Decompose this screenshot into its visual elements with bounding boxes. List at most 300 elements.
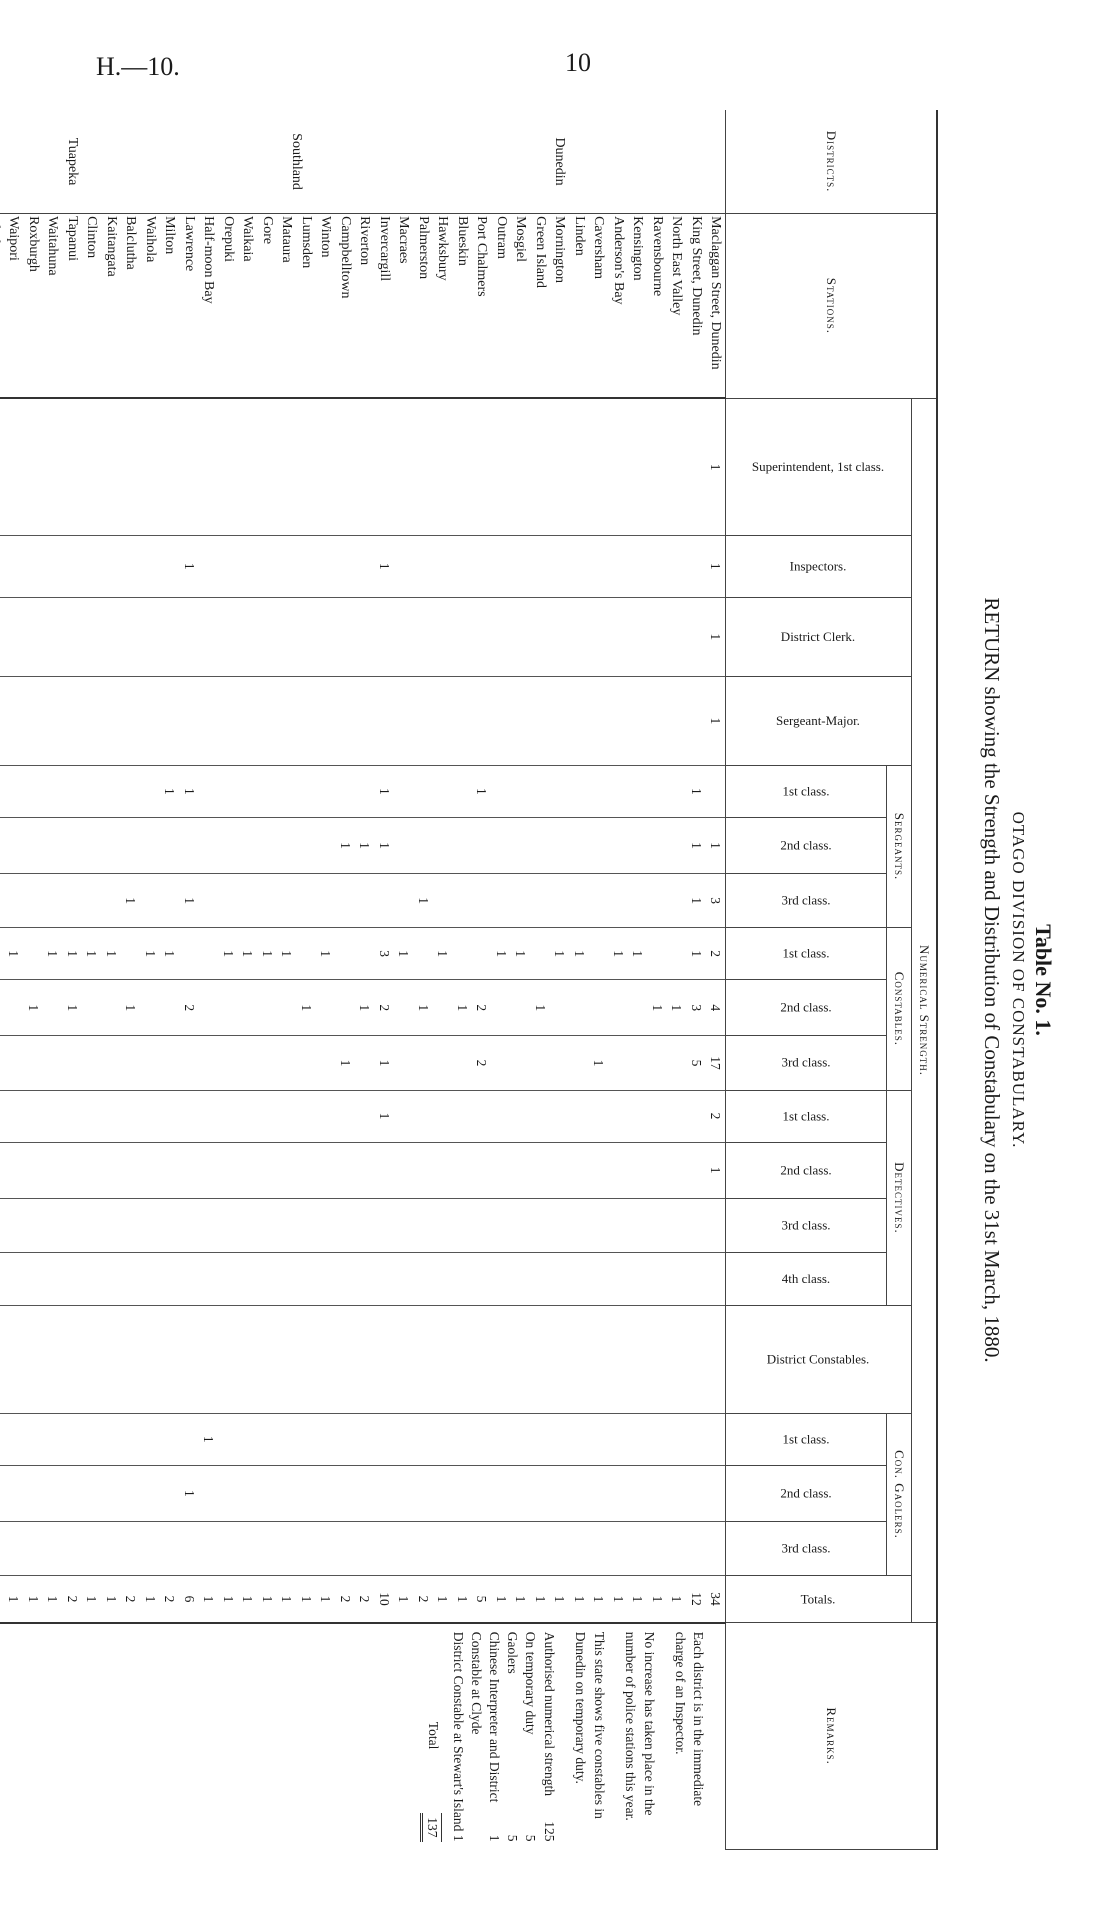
count-cell: [82, 1252, 102, 1305]
count-cell: [355, 1413, 375, 1465]
count-cell: [355, 1252, 375, 1305]
count-cell: [160, 1252, 180, 1305]
count-cell: [589, 980, 609, 1036]
count-cell: [355, 1090, 375, 1142]
count-cell: 1: [160, 765, 180, 817]
count-cell: 1: [647, 980, 667, 1036]
breakdown-value: 5: [505, 1834, 521, 1842]
count-cell: [472, 535, 492, 597]
count-cell: 2: [706, 928, 726, 980]
count-cell: [199, 535, 219, 597]
count-cell: [4, 535, 24, 597]
count-cell: [199, 1036, 219, 1090]
count-cell: [257, 874, 277, 928]
gaolers-group: Con. Gaolers.: [887, 1413, 912, 1575]
total-cell: 1: [140, 1576, 160, 1623]
col-superintendent: Superintendent, 1st class.: [752, 458, 885, 474]
station-name: Macraes: [394, 214, 414, 399]
count-cell: [179, 928, 199, 980]
count-cell: [160, 597, 180, 676]
table-row: [667, 110, 687, 1850]
count-cell: [628, 980, 648, 1036]
count-cell: [550, 1413, 570, 1465]
table-row: [452, 110, 472, 1850]
count-cell: [413, 765, 433, 817]
count-cell: [277, 597, 297, 676]
count-cell: 1: [335, 817, 355, 873]
count-cell: [121, 1198, 141, 1252]
count-cell: [296, 928, 316, 980]
count-cell: 1: [589, 1036, 609, 1090]
count-cell: [43, 398, 63, 535]
count-cell: [140, 1413, 160, 1465]
count-cell: [43, 1306, 63, 1414]
station-name: Gore: [257, 214, 277, 399]
count-cell: 1: [413, 980, 433, 1036]
count-cell: [335, 980, 355, 1036]
count-cell: [121, 765, 141, 817]
count-cell: [218, 1306, 238, 1414]
count-cell: [647, 1413, 667, 1465]
count-cell: [433, 1090, 453, 1142]
count-cell: [569, 1036, 589, 1090]
count-cell: [23, 676, 43, 765]
count-cell: [511, 1465, 531, 1521]
count-cell: [335, 765, 355, 817]
count-cell: [43, 676, 63, 765]
count-cell: 1: [160, 928, 180, 980]
count-cell: [491, 597, 511, 676]
count-cell: [569, 980, 589, 1036]
count-cell: [218, 1142, 238, 1198]
count-cell: [179, 817, 199, 873]
breakdown-item: [467, 1632, 503, 1842]
count-cell: 1: [628, 928, 648, 980]
count-cell: [199, 765, 219, 817]
count-cell: 2: [472, 1036, 492, 1090]
count-cell: 1: [140, 928, 160, 980]
station-name: Riverton: [355, 214, 375, 399]
count-cell: [277, 1036, 297, 1090]
count-cell: [550, 398, 570, 535]
count-cell: [491, 765, 511, 817]
count-cell: [452, 1465, 472, 1521]
count-cell: [667, 1252, 687, 1305]
count-cell: [296, 874, 316, 928]
count-cell: [511, 874, 531, 928]
count-cell: [23, 535, 43, 597]
count-cell: [667, 928, 687, 980]
count-cell: [667, 1198, 687, 1252]
count-cell: [277, 1522, 297, 1576]
count-cell: [452, 398, 472, 535]
count-cell: [62, 597, 82, 676]
count-cell: [608, 980, 628, 1036]
count-cell: [706, 1465, 726, 1521]
station-name: Linden: [569, 214, 589, 399]
count-cell: [667, 1306, 687, 1414]
table-row: [277, 110, 297, 1850]
total-cell: 1: [277, 1576, 297, 1623]
count-cell: [23, 817, 43, 873]
count-cell: [199, 676, 219, 765]
count-cell: [101, 980, 121, 1036]
count-cell: [160, 1036, 180, 1090]
count-cell: [43, 980, 63, 1036]
count-cell: [277, 1306, 297, 1414]
count-cell: 1: [4, 928, 24, 980]
count-cell: [179, 676, 199, 765]
grand-total: [420, 1632, 442, 1842]
total-cell: 12: [686, 1576, 706, 1623]
count-cell: [23, 1413, 43, 1465]
count-cell: [589, 535, 609, 597]
count-cell: [647, 1036, 667, 1090]
count-cell: [4, 980, 24, 1036]
station-name: North East Valley: [667, 214, 687, 399]
count-cell: [413, 535, 433, 597]
count-cell: [179, 1036, 199, 1090]
count-cell: 1: [374, 817, 394, 873]
count-cell: 5: [686, 1036, 706, 1090]
count-cell: [589, 597, 609, 676]
count-cell: [82, 1522, 102, 1576]
total-cell: 1: [589, 1576, 609, 1623]
count-cell: 1: [316, 928, 336, 980]
count-cell: [238, 1198, 258, 1252]
count-cell: [706, 1198, 726, 1252]
count-cell: [62, 765, 82, 817]
count-cell: [433, 398, 453, 535]
count-cell: 17: [706, 1036, 726, 1090]
count-cell: [238, 535, 258, 597]
count-cell: [4, 1522, 24, 1576]
count-cell: [0, 817, 4, 873]
count-cell: [569, 1413, 589, 1465]
count-cell: [218, 597, 238, 676]
count-cell: 1: [179, 765, 199, 817]
count-cell: [491, 1142, 511, 1198]
count-cell: [43, 1142, 63, 1198]
count-cell: [433, 817, 453, 873]
count-cell: [452, 1522, 472, 1576]
count-cell: [62, 1252, 82, 1305]
count-cell: [433, 1142, 453, 1198]
count-cell: [296, 1522, 316, 1576]
division-title: OTAGO DIVISION OF CONSTABULARY.: [1009, 811, 1028, 1149]
count-cell: [667, 1142, 687, 1198]
count-cell: [179, 1306, 199, 1414]
count-cell: [491, 1198, 511, 1252]
count-cell: [569, 1252, 589, 1305]
count-cell: [218, 1252, 238, 1305]
count-cell: [121, 817, 141, 873]
count-cell: [140, 874, 160, 928]
station-name: Winton: [316, 214, 336, 399]
count-cell: [452, 1198, 472, 1252]
count-cell: [550, 1198, 570, 1252]
count-cell: [160, 1198, 180, 1252]
table-row: [140, 110, 160, 1850]
count-cell: [647, 1090, 667, 1142]
count-cell: [530, 1252, 550, 1305]
station-name: Palmerston: [413, 214, 433, 399]
count-cell: [511, 676, 531, 765]
total-cell: 1: [101, 1576, 121, 1623]
station-name: Ravensbourne: [647, 214, 667, 399]
count-cell: [355, 597, 375, 676]
count-cell: [452, 1252, 472, 1305]
count-cell: [257, 1198, 277, 1252]
remark-districts: Each district is in the immediate charge of an Inspector.: [673, 1631, 707, 1807]
count-cell: [608, 1465, 628, 1521]
count-cell: [667, 398, 687, 535]
count-cell: [374, 398, 394, 535]
count-cell: 1: [179, 535, 199, 597]
count-cell: [569, 1198, 589, 1252]
col-con-3rd: 3rd class.: [781, 1054, 831, 1070]
count-cell: [140, 597, 160, 676]
count-cell: [160, 1413, 180, 1465]
count-cell: [199, 597, 219, 676]
col-inspectors: Inspectors.: [790, 558, 847, 574]
count-cell: [706, 1522, 726, 1576]
count-cell: [511, 1142, 531, 1198]
count-cell: [355, 1036, 375, 1090]
count-cell: [433, 1306, 453, 1414]
count-cell: 1: [706, 535, 726, 597]
table-row: [82, 110, 102, 1850]
remarks-header: Remarks.: [726, 1623, 938, 1850]
count-cell: [608, 676, 628, 765]
count-cell: [43, 1522, 63, 1576]
count-cell: 1: [686, 765, 706, 817]
total-cell: 1: [296, 1576, 316, 1623]
count-cell: [491, 980, 511, 1036]
table-row: [238, 110, 258, 1850]
count-cell: [472, 1413, 492, 1465]
count-cell: 1: [82, 928, 102, 980]
station-name: Roxburgh: [23, 214, 43, 399]
station-name: Campbelltown: [335, 214, 355, 399]
count-cell: [569, 1465, 589, 1521]
count-cell: [335, 874, 355, 928]
count-cell: [121, 1413, 141, 1465]
count-cell: [335, 1090, 355, 1142]
table-row: [511, 110, 531, 1850]
count-cell: [647, 1198, 667, 1252]
count-cell: 1: [550, 928, 570, 980]
count-cell: [62, 1465, 82, 1521]
count-cell: [218, 765, 238, 817]
count-cell: [628, 535, 648, 597]
count-cell: [511, 597, 531, 676]
count-cell: [491, 1413, 511, 1465]
count-cell: [374, 1142, 394, 1198]
count-cell: [238, 1413, 258, 1465]
count-cell: 3: [374, 928, 394, 980]
total-cell: 1: [316, 1576, 336, 1623]
count-cell: [82, 874, 102, 928]
count-cell: [218, 1198, 238, 1252]
count-cell: 1: [452, 980, 472, 1036]
count-cell: [43, 535, 63, 597]
count-cell: 1: [121, 980, 141, 1036]
total-cell: 1: [628, 1576, 648, 1623]
count-cell: [296, 535, 316, 597]
count-cell: [608, 874, 628, 928]
count-cell: [491, 1306, 511, 1414]
count-cell: [199, 1465, 219, 1521]
count-cell: [413, 817, 433, 873]
count-cell: [530, 535, 550, 597]
count-cell: 1: [374, 765, 394, 817]
count-cell: [550, 1306, 570, 1414]
table-body: [0, 110, 726, 1850]
count-cell: [238, 1465, 258, 1521]
count-cell: 1: [335, 1036, 355, 1090]
count-cell: [394, 874, 414, 928]
count-cell: [0, 676, 4, 765]
count-cell: [628, 398, 648, 535]
count-cell: [238, 765, 258, 817]
total-cell: 1: [4, 1576, 24, 1623]
count-cell: 1: [394, 928, 414, 980]
count-cell: [296, 1142, 316, 1198]
count-cell: [218, 1465, 238, 1521]
count-cell: [374, 1413, 394, 1465]
count-cell: [452, 1142, 472, 1198]
count-cell: [335, 1413, 355, 1465]
count-cell: [140, 535, 160, 597]
count-cell: [23, 1306, 43, 1414]
station-name: Kaitangata: [101, 214, 121, 399]
table-row: [296, 110, 316, 1850]
col-con-1st: 1st class.: [782, 945, 830, 961]
count-cell: [394, 597, 414, 676]
count-cell: [550, 817, 570, 873]
count-cell: [491, 1522, 511, 1576]
count-cell: [452, 676, 472, 765]
col-sgt-1st: 1st class.: [782, 783, 830, 799]
table-row: [0, 110, 4, 1850]
count-cell: 3: [706, 874, 726, 928]
count-cell: [277, 1198, 297, 1252]
count-cell: [238, 874, 258, 928]
count-cell: [433, 1413, 453, 1465]
count-cell: [199, 1090, 219, 1142]
count-cell: [179, 1522, 199, 1576]
count-cell: [4, 1198, 24, 1252]
count-cell: [140, 1465, 160, 1521]
station-name: Balclutha: [121, 214, 141, 399]
count-cell: [374, 1252, 394, 1305]
count-cell: [23, 1465, 43, 1521]
count-cell: [0, 1522, 4, 1576]
count-cell: [530, 398, 550, 535]
count-cell: [355, 676, 375, 765]
station-name: Blueskin: [452, 214, 472, 399]
table-row: [4, 110, 24, 1850]
total-cell: 1: [569, 1576, 589, 1623]
count-cell: [257, 398, 277, 535]
count-cell: [433, 1522, 453, 1576]
total-cell: 1: [238, 1576, 258, 1623]
count-cell: [121, 1142, 141, 1198]
count-cell: 2: [472, 980, 492, 1036]
numerical-strength-header: Numerical Strength.: [912, 398, 938, 1623]
count-cell: [413, 1198, 433, 1252]
count-cell: [121, 1522, 141, 1576]
count-cell: [355, 1465, 375, 1521]
count-cell: [140, 676, 160, 765]
count-cell: [511, 1090, 531, 1142]
count-cell: [4, 597, 24, 676]
count-cell: [374, 874, 394, 928]
count-cell: [589, 1090, 609, 1142]
count-cell: [316, 1142, 336, 1198]
count-cell: [394, 1142, 414, 1198]
count-cell: [589, 1306, 609, 1414]
count-cell: [277, 1413, 297, 1465]
count-cell: [335, 1142, 355, 1198]
count-cell: [530, 1306, 550, 1414]
count-cell: [4, 874, 24, 928]
total-cell: 1: [199, 1576, 219, 1623]
count-cell: [140, 1252, 160, 1305]
count-cell: [550, 765, 570, 817]
breakdown-value: 5: [523, 1834, 539, 1842]
count-cell: [647, 874, 667, 928]
count-cell: [569, 1090, 589, 1142]
count-cell: [160, 980, 180, 1036]
count-cell: [4, 398, 24, 535]
col-det-4th: 4th class.: [781, 1271, 831, 1287]
count-cell: 1: [413, 874, 433, 928]
table-row: [530, 110, 550, 1850]
count-cell: [238, 817, 258, 873]
count-cell: [628, 765, 648, 817]
total-cell: 5: [472, 1576, 492, 1623]
col-gaol-2nd: 2nd class.: [780, 1485, 832, 1501]
count-cell: 1: [62, 980, 82, 1036]
col-det-1st: 1st class.: [782, 1108, 830, 1124]
count-cell: [238, 1142, 258, 1198]
count-cell: [316, 1306, 336, 1414]
col-sgt-2nd: 2nd class.: [780, 837, 832, 853]
count-cell: [199, 1198, 219, 1252]
count-cell: [530, 817, 550, 873]
count-cell: [628, 1522, 648, 1576]
count-cell: [257, 1090, 277, 1142]
count-cell: [257, 765, 277, 817]
count-cell: [647, 1142, 667, 1198]
table-row: [628, 110, 648, 1850]
breakdown-label: District Constable at Stewart's Island: [450, 1631, 466, 1832]
count-cell: [179, 1090, 199, 1142]
count-cell: [452, 1413, 472, 1465]
count-cell: [121, 535, 141, 597]
count-cell: [238, 980, 258, 1036]
count-cell: [296, 1090, 316, 1142]
count-cell: 1: [374, 1090, 394, 1142]
count-cell: [0, 535, 4, 597]
table-row: [199, 110, 219, 1850]
count-cell: [316, 398, 336, 535]
count-cell: [43, 874, 63, 928]
col-det-3rd: 3rd class.: [781, 1217, 831, 1233]
count-cell: [62, 676, 82, 765]
